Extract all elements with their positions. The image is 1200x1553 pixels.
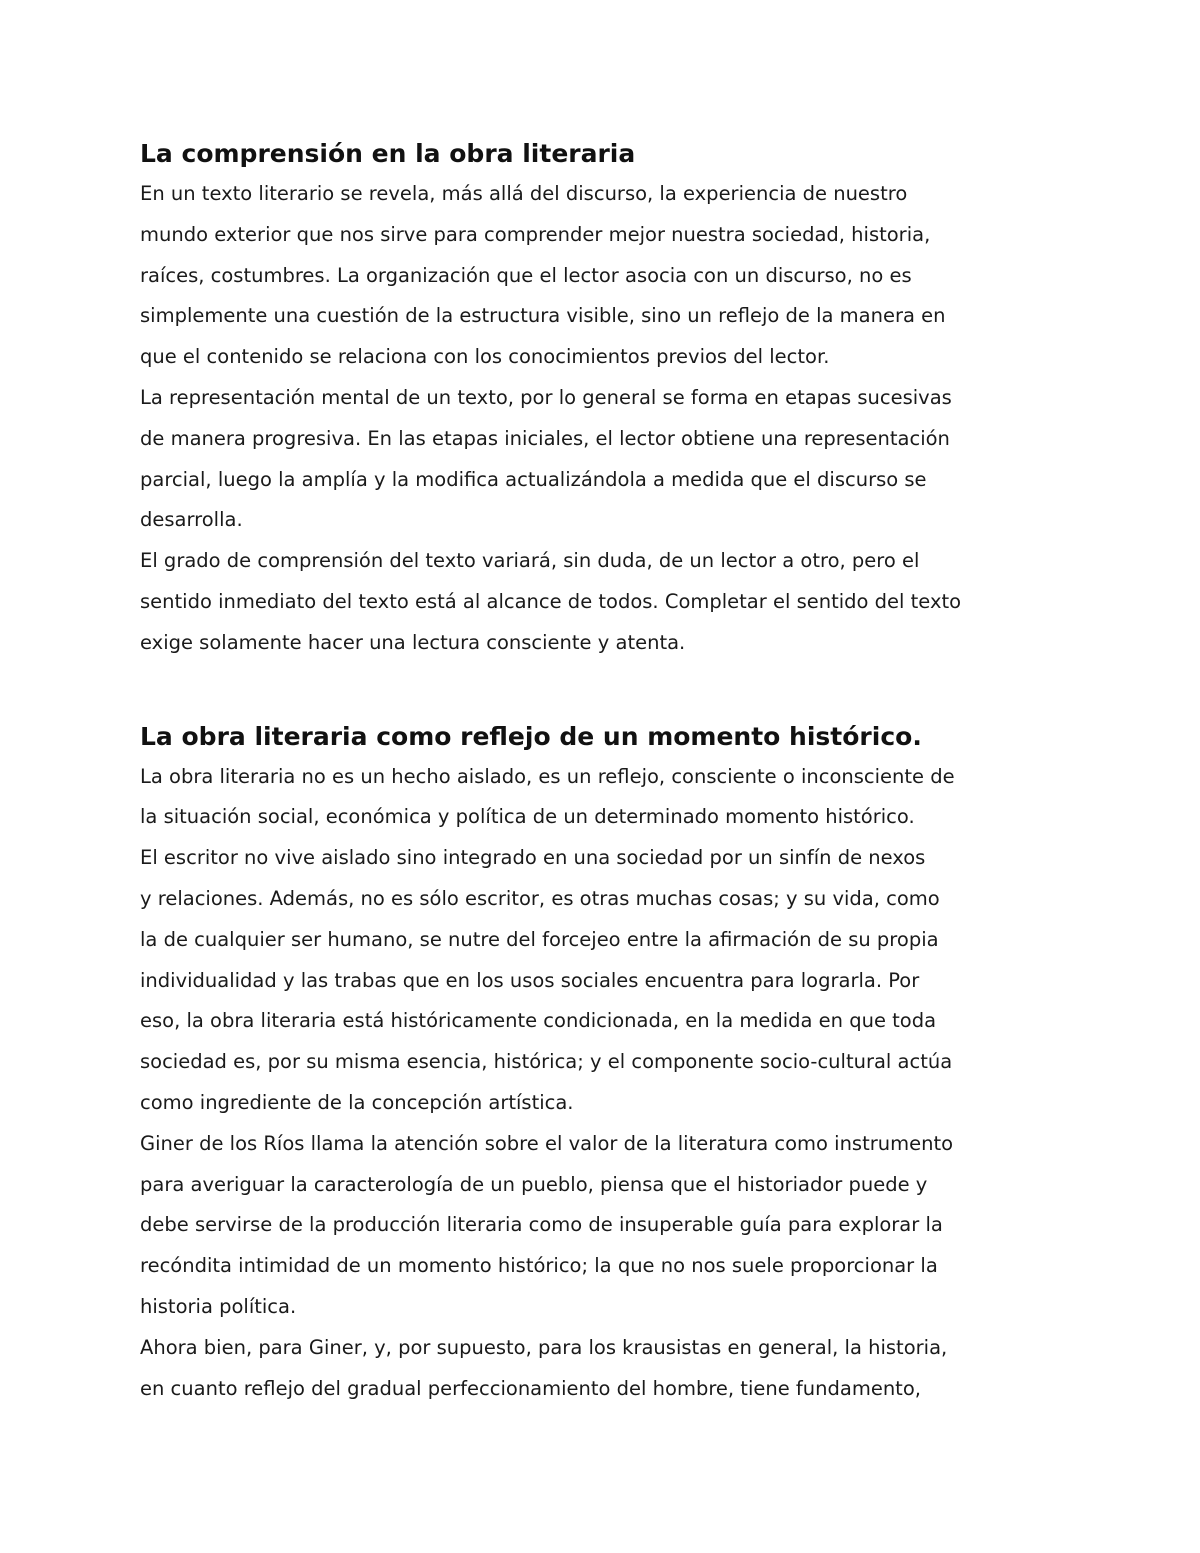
text-line: desarrolla. [140, 508, 243, 532]
text-line: como ingrediente de la concepción artística. [140, 1090, 574, 1114]
text-line: recóndita intimidad de un momento histórico; la que no nos suele proporcionar la [140, 1254, 938, 1278]
text-line: la situación social, económica y política de un determinado momento histórico. [140, 805, 915, 829]
paragraph [140, 541, 1060, 663]
text-line: individualidad y las trabas que en los usos sociales encuentra para lograrla. Por [140, 968, 920, 992]
text-line: exige solamente hacer una lectura consciente y atenta. [140, 630, 686, 654]
paragraph [140, 1328, 1060, 1410]
text-line: en cuanto reflejo del gradual perfeccionamiento del hombre, tiene fundamento, [140, 1376, 921, 1400]
section-heading-comprension: La comprensión en la obra literaria [140, 139, 636, 168]
text-line: La obra literaria no es un hecho aislado, es un reflejo, consciente o inconsciente de [140, 764, 955, 788]
section-heading-reflejo-historico: La obra literaria como reflejo de un momento histórico. [140, 721, 922, 751]
text-line: Ahora bien, para Giner, y, por supuesto, para los krausistas en general, la historia, [140, 1335, 948, 1359]
text-line: raíces, costumbres. La organización que el lector asocia con un discurso, no es [140, 263, 912, 287]
text-line: debe servirse de la producción literaria como de insuperable guía para explorar la [140, 1213, 943, 1237]
paragraph [140, 1124, 1060, 1328]
text-line: El grado de comprensión del texto variará, sin duda, de un lector a otro, pero el [140, 549, 920, 573]
text-line: En un texto literario se revela, más allá del discurso, la experiencia de nuestro [140, 182, 908, 205]
text-line: mundo exterior que nos sirve para comprender mejor nuestra sociedad, historia, [140, 222, 931, 246]
text-line: simplemente una cuestión de la estructura visible, sino un reflejo de la manera en [140, 304, 946, 328]
paragraph [140, 378, 1060, 541]
text-line: y relaciones. Además, no es sólo escritor, es otras muchas cosas; y su vida, como [140, 886, 940, 910]
text-line: La representación mental de un texto, por lo general se forma en etapas sucesivas [140, 385, 952, 409]
paragraph [140, 838, 1060, 1124]
text-line: El escritor no vive aislado sino integrado en una sociedad por un sinfín de nexos [140, 846, 926, 870]
text-line: eso, la obra literaria está históricamente condicionada, en la medida en que toda [140, 1009, 937, 1033]
text-line: que el contenido se relaciona con los conocimientos previos del lector. [140, 345, 830, 369]
text-line: historia política. [140, 1294, 297, 1318]
text-line: de manera progresiva. En las etapas iniciales, el lector obtiene una representación [140, 426, 950, 450]
text-line: sentido inmediato del texto está al alcance de todos. Completar el sentido del texto [140, 589, 962, 613]
paragraph [140, 174, 1060, 378]
text-line: la de cualquier ser humano, se nutre del forcejeo entre la afirmación de su propia [140, 927, 939, 951]
text-line: Giner de los Ríos llama la atención sobre el valor de la literatura como instrumento [140, 1131, 954, 1155]
text-line: sociedad es, por su misma esencia, histórica; y el componente socio-cultural actúa [140, 1050, 953, 1074]
text-line: parcial, luego la amplía y la modifica actualizándola a medida que el discurso se [140, 467, 927, 491]
paragraph [140, 757, 1060, 839]
document-page [140, 134, 1060, 1409]
text-line: para averiguar la caracterología de un pueblo, piensa que el historiador puede y [140, 1172, 928, 1196]
